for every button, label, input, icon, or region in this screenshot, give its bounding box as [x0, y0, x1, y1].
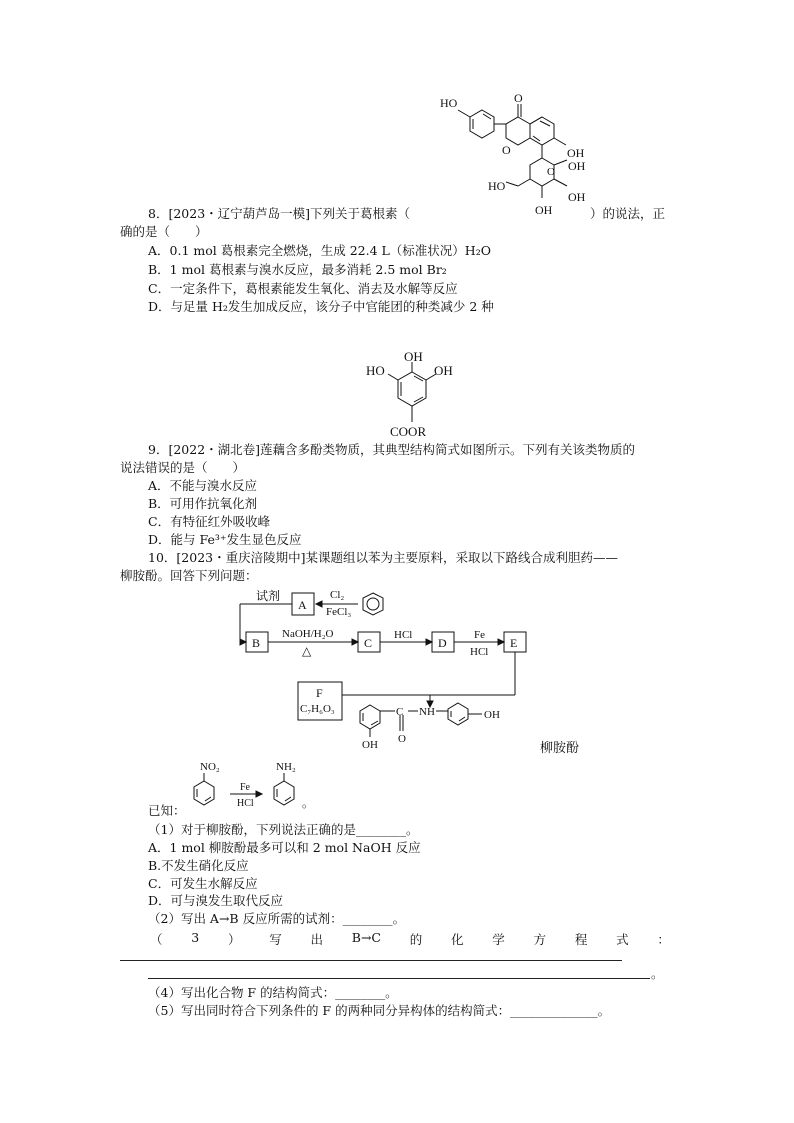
- scheme-hcl-2: HCl: [470, 646, 489, 658]
- p3-c1: 3: [191, 930, 200, 945]
- product-label-o: O: [398, 733, 406, 745]
- q10-part1-option-b: B.不发生硝化反应: [148, 858, 249, 873]
- scheme-fe: Fe: [474, 629, 485, 641]
- puerarin-label-oh-2: OH: [568, 159, 586, 173]
- q10-part1-option-c: C．可发生水解反应: [148, 876, 258, 891]
- scheme-cl2: Cl₂: [330, 589, 345, 601]
- scheme-box-d: D: [438, 636, 447, 650]
- q10-part3-answer-line-2[interactable]: [148, 966, 650, 979]
- polyphenol-label-coor: COOR: [390, 424, 427, 439]
- polyphenol-label-oh-top: OH: [404, 350, 423, 364]
- q8-option-d: D．与足量 H₂发生加成反应，该分子中官能团的种类减少 2 种: [148, 299, 494, 314]
- scheme-box-a: A: [298, 598, 307, 612]
- q10-part3-end: 。: [651, 966, 664, 981]
- product-label-nh: NH: [419, 706, 435, 718]
- polyphenol-label-ho-left: HO: [366, 363, 385, 378]
- q9-option-a: A．不能与溴水反应: [148, 478, 258, 493]
- p3-c7: 化: [451, 932, 464, 947]
- scheme-box-e: E: [510, 636, 518, 650]
- q10-stem-line2: 柳胺酚。回答下列问题：: [120, 568, 258, 583]
- puerarin-label-ring-o: O: [502, 143, 511, 157]
- p3-c2: ）: [227, 932, 241, 947]
- q8-stem-line2: 确的是（ ）: [120, 224, 208, 239]
- p3-c8: 学: [492, 932, 505, 947]
- q10-part3-prompt: [150, 930, 670, 948]
- q9-option-b: B．可用作抗氧化剂: [148, 496, 258, 511]
- puerarin-label-ketone-o: O: [514, 91, 523, 105]
- scheme-f-formula: C₇H₆O₃: [300, 703, 335, 715]
- puerarin-label-oh-3: OH: [568, 190, 586, 204]
- puerarin-label-oh-4: OH: [535, 203, 553, 217]
- p3-c4: 出: [310, 932, 324, 947]
- p3-c0: （: [150, 932, 163, 947]
- q8-option-a: A．0.1 mol 葛根素完全燃烧，生成 22.4 L（标准状况）H₂O: [148, 243, 491, 258]
- scheme-f-label: F: [316, 686, 323, 700]
- puerarin-structure: [430, 90, 630, 220]
- known-reaction: [180, 755, 320, 815]
- q9-option-c: C．有特征红外吸收峰: [148, 514, 271, 529]
- q8-stem-line1-tail: ）的说法，正: [590, 206, 666, 221]
- scheme-box-b: B: [252, 636, 261, 650]
- q8-option-c: C．一定条件下，葛根素能发生氧化、消去及水解等反应: [148, 281, 458, 296]
- product-label-oh-left: OH: [362, 739, 378, 751]
- known-hcl: HCl: [237, 798, 254, 809]
- q10-part3-answer-line-1[interactable]: [120, 948, 622, 961]
- scheme-reagent-label: 试剂: [256, 589, 281, 603]
- product-label-c: C: [396, 706, 404, 718]
- q10-part2: （2）写出 A→B 反应所需的试剂：________。: [148, 911, 406, 926]
- q10-part5: （5）写出同时符合下列条件的 F 的两种同分异构体的结构简式：______________。: [148, 1003, 611, 1018]
- synthesis-scheme: [230, 585, 600, 760]
- puerarin-label-ho-top: HO: [440, 96, 458, 110]
- product-name: 柳胺酚: [540, 741, 580, 756]
- q10-part1-option-a: A．1 mol 柳胺酚最多可以和 2 mol NaOH 反应: [148, 840, 421, 855]
- q10-part4: （4）写出化合物 F 的结构简式：________。: [148, 985, 398, 1000]
- known-fe: Fe: [240, 782, 250, 793]
- q9-option-d: D．能与 Fe³⁺发生显色反应: [148, 532, 302, 547]
- puerarin-label-ho-ch2: HO: [488, 179, 506, 193]
- known-nh2: NH₂: [276, 761, 296, 773]
- scheme-heat: △: [302, 644, 312, 658]
- scheme-naoh: NaOH/H₂O: [282, 628, 334, 640]
- p3-c5: B→C: [351, 930, 381, 945]
- p3-c9: 方: [533, 932, 547, 947]
- known-end: 。: [302, 796, 315, 810]
- puerarin-label-sugar-o: O: [547, 166, 555, 178]
- p3-c11: 式: [616, 932, 629, 947]
- scheme-box-c: C: [364, 636, 373, 650]
- q8-option-b: B．1 mol 葛根素与溴水反应，最多消耗 2.5 mol Br₂: [148, 262, 447, 277]
- scheme-hcl-1: HCl: [394, 629, 413, 641]
- q8-stem-line1: 8．[2023・辽宁葫芦岛一模]下列关于葛根素（: [148, 206, 411, 221]
- q9-stem-line1: 9．[2022・湖北卷]莲藕含多酚类物质，其典型结构简式如图所示。下列有关该类物质的: [148, 442, 636, 457]
- puerarin-label-oh-1: OH: [567, 146, 585, 160]
- q10-stem-line1: 10．[2023・重庆涪陵期中]某课题组以苯为主要原料，采取以下路线合成利胆药——: [148, 550, 618, 565]
- p3-c3: 写: [269, 932, 282, 947]
- q10-part1-option-d: D．可与溴发生取代反应: [148, 893, 284, 908]
- p3-c10: 程: [574, 932, 588, 947]
- product-label-oh-right: OH: [484, 709, 500, 721]
- p3-c6: 的: [409, 932, 423, 947]
- p3-c12: ：: [657, 932, 670, 947]
- scheme-fecl3: FeCl₃: [326, 606, 352, 618]
- known-prefix: 已知：: [148, 803, 186, 818]
- polyphenol-structure: [360, 350, 460, 440]
- q9-stem-line2: 说法错误的是（ ）: [120, 460, 246, 475]
- known-no2: NO₂: [200, 761, 220, 773]
- polyphenol-label-oh-right: OH: [434, 363, 453, 378]
- q10-part1: （1）对于柳胺酚，下列说法正确的是________。: [148, 822, 419, 837]
